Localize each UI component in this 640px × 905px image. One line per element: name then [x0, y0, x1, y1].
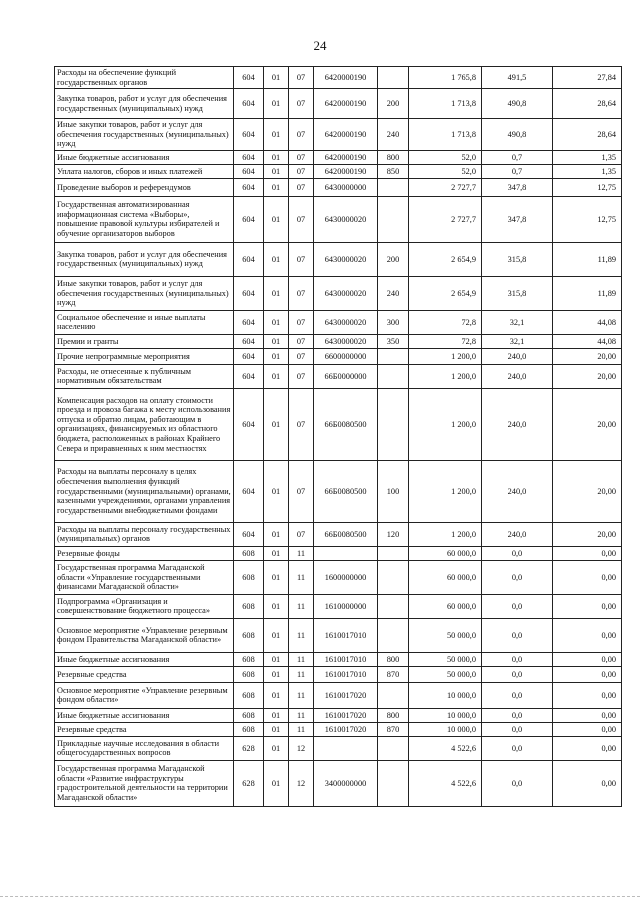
subsection-code-cell: 07 — [289, 119, 314, 151]
approved-amount-cell: 52,0 — [409, 164, 482, 178]
target-article-code-cell: 66Б0000000 — [314, 364, 378, 388]
target-article-code-cell: 6420000190 — [314, 119, 378, 151]
ministry-code-cell: 604 — [234, 388, 264, 460]
expense-type-code-cell: 800 — [378, 150, 409, 164]
ministry-code-cell: 604 — [234, 242, 264, 276]
approved-amount-cell: 52,0 — [409, 150, 482, 164]
row-name-cell: Иные закупки товаров, работ и услуг для обеспечения государственных (муниципальных) нужд — [55, 119, 234, 151]
section-code-cell: 01 — [264, 594, 289, 618]
expense-type-code-cell: 850 — [378, 164, 409, 178]
ministry-code-cell: 608 — [234, 618, 264, 652]
target-article-code-cell: 66Б0080500 — [314, 460, 378, 522]
expense-type-code-cell — [378, 67, 409, 89]
ministry-code-cell: 604 — [234, 310, 264, 334]
approved-amount-cell: 1 200,0 — [409, 388, 482, 460]
target-article-code-cell: 66Б0080500 — [314, 388, 378, 460]
subsection-code-cell: 11 — [289, 708, 314, 722]
row-name-cell: Резервные средства — [55, 666, 234, 682]
section-code-cell: 01 — [264, 196, 289, 242]
subsection-code-cell: 07 — [289, 89, 314, 119]
section-code-cell: 01 — [264, 522, 289, 546]
approved-amount-cell: 10 000,0 — [409, 708, 482, 722]
approved-amount-cell: 4 522,6 — [409, 736, 482, 760]
target-article-code-cell: 6430000020 — [314, 276, 378, 310]
row-name-cell: Проведение выборов и референдумов — [55, 178, 234, 196]
row-name-cell: Резервные фонды — [55, 546, 234, 560]
execution-percent-cell: 12,75 — [553, 196, 622, 242]
approved-amount-cell: 2 654,9 — [409, 276, 482, 310]
executed-amount-cell: 0,0 — [482, 652, 553, 666]
row-name-cell: Социальное обеспечение и иные выплаты населению — [55, 310, 234, 334]
ministry-code-cell: 608 — [234, 708, 264, 722]
row-name-cell: Подпрограмма «Организация и совершенствование бюджетного процесса» — [55, 594, 234, 618]
execution-percent-cell: 20,00 — [553, 522, 622, 546]
execution-percent-cell: 0,00 — [553, 736, 622, 760]
subsection-code-cell: 11 — [289, 560, 314, 594]
ministry-code-cell: 604 — [234, 67, 264, 89]
expense-type-code-cell: 800 — [378, 708, 409, 722]
target-article-code-cell: 1610017010 — [314, 666, 378, 682]
subsection-code-cell: 07 — [289, 388, 314, 460]
expense-type-code-cell: 120 — [378, 522, 409, 546]
approved-amount-cell: 72,8 — [409, 334, 482, 348]
execution-percent-cell: 0,00 — [553, 546, 622, 560]
page-bottom-rule — [0, 896, 640, 898]
ministry-code-cell: 604 — [234, 460, 264, 522]
table-row — [55, 242, 622, 276]
execution-percent-cell: 27,84 — [553, 67, 622, 89]
ministry-code-cell: 604 — [234, 196, 264, 242]
ministry-code-cell: 604 — [234, 89, 264, 119]
row-name-cell: Расходы на выплаты персоналу государственных (муниципальных) органов — [55, 522, 234, 546]
approved-amount-cell: 50 000,0 — [409, 666, 482, 682]
row-name-cell: Иные закупки товаров, работ и услуг для обеспечения государственных (муниципальных) нужд — [55, 276, 234, 310]
target-article-code-cell: 6420000190 — [314, 67, 378, 89]
expense-type-code-cell — [378, 618, 409, 652]
table-row — [55, 178, 622, 196]
table-row — [55, 760, 622, 806]
approved-amount-cell: 10 000,0 — [409, 722, 482, 736]
approved-amount-cell: 1 200,0 — [409, 348, 482, 364]
target-article-code-cell — [314, 546, 378, 560]
target-article-code-cell: 6430000020 — [314, 310, 378, 334]
table-row — [55, 119, 622, 151]
approved-amount-cell: 1 200,0 — [409, 364, 482, 388]
target-article-code-cell: 66Б0080500 — [314, 522, 378, 546]
table-row — [55, 364, 622, 388]
executed-amount-cell: 0,0 — [482, 618, 553, 652]
target-article-code-cell: 6430000020 — [314, 242, 378, 276]
row-name-cell: Компенсация расходов на оплату стоимости проезда и провоза багажа к месту использования отпуска и обратно лицам, работающим в организациях, финансируемых из областного бюджета, расположенных в районах Крайнего Севера и приравненных к ним местностях — [55, 388, 234, 460]
executed-amount-cell: 0,0 — [482, 560, 553, 594]
subsection-code-cell: 12 — [289, 736, 314, 760]
expense-type-code-cell — [378, 546, 409, 560]
expense-type-code-cell: 300 — [378, 310, 409, 334]
expense-type-code-cell — [378, 388, 409, 460]
subsection-code-cell: 11 — [289, 618, 314, 652]
execution-percent-cell: 28,64 — [553, 119, 622, 151]
expense-type-code-cell — [378, 196, 409, 242]
table-row — [55, 89, 622, 119]
table-row — [55, 334, 622, 348]
expense-type-code-cell: 240 — [378, 276, 409, 310]
execution-percent-cell: 12,75 — [553, 178, 622, 196]
table-row — [55, 460, 622, 522]
execution-percent-cell: 0,00 — [553, 652, 622, 666]
executed-amount-cell: 240,0 — [482, 348, 553, 364]
section-code-cell: 01 — [264, 546, 289, 560]
ministry-code-cell: 604 — [234, 276, 264, 310]
target-article-code-cell: 1610017020 — [314, 722, 378, 736]
execution-percent-cell: 0,00 — [553, 760, 622, 806]
expense-type-code-cell — [378, 682, 409, 708]
section-code-cell: 01 — [264, 164, 289, 178]
subsection-code-cell: 11 — [289, 666, 314, 682]
subsection-code-cell: 07 — [289, 164, 314, 178]
expense-type-code-cell — [378, 736, 409, 760]
budget-table — [54, 66, 622, 807]
row-name-cell: Прочие непрограммные мероприятия — [55, 348, 234, 364]
row-name-cell: Премии и гранты — [55, 334, 234, 348]
expense-type-code-cell: 240 — [378, 119, 409, 151]
target-article-code-cell: 6420000190 — [314, 89, 378, 119]
table-row — [55, 560, 622, 594]
expense-type-code-cell — [378, 560, 409, 594]
approved-amount-cell: 60 000,0 — [409, 546, 482, 560]
approved-amount-cell: 4 522,6 — [409, 760, 482, 806]
approved-amount-cell: 1 200,0 — [409, 460, 482, 522]
table-body — [55, 67, 622, 807]
subsection-code-cell: 11 — [289, 722, 314, 736]
execution-percent-cell: 1,35 — [553, 150, 622, 164]
subsection-code-cell: 11 — [289, 652, 314, 666]
table-row — [55, 164, 622, 178]
row-name-cell: Расходы на выплаты персоналу в целях обеспечения выполнения функций государственными (муниципальными) органами, казенными учреждениями, органами управления государственными внебюджетными фондами — [55, 460, 234, 522]
section-code-cell: 01 — [264, 119, 289, 151]
expense-type-code-cell: 800 — [378, 652, 409, 666]
row-name-cell: Основное мероприятие «Управление резервным фондом Правительства Магаданской области» — [55, 618, 234, 652]
section-code-cell: 01 — [264, 388, 289, 460]
subsection-code-cell: 07 — [289, 67, 314, 89]
section-code-cell: 01 — [264, 618, 289, 652]
row-name-cell: Основное мероприятие «Управление резервным фондом области» — [55, 682, 234, 708]
approved-amount-cell: 60 000,0 — [409, 560, 482, 594]
executed-amount-cell: 491,5 — [482, 67, 553, 89]
section-code-cell: 01 — [264, 682, 289, 708]
subsection-code-cell: 07 — [289, 334, 314, 348]
execution-percent-cell: 44,08 — [553, 310, 622, 334]
ministry-code-cell: 628 — [234, 736, 264, 760]
execution-percent-cell: 0,00 — [553, 594, 622, 618]
row-name-cell: Расходы, не отнесенные к публичным нормативным обязательствам — [55, 364, 234, 388]
executed-amount-cell: 0,7 — [482, 150, 553, 164]
subsection-code-cell: 07 — [289, 364, 314, 388]
section-code-cell: 01 — [264, 242, 289, 276]
ministry-code-cell: 604 — [234, 364, 264, 388]
ministry-code-cell: 608 — [234, 546, 264, 560]
target-article-code-cell: 1600000000 — [314, 560, 378, 594]
execution-percent-cell: 11,89 — [553, 242, 622, 276]
executed-amount-cell: 240,0 — [482, 522, 553, 546]
table-row — [55, 388, 622, 460]
expense-type-code-cell: 200 — [378, 242, 409, 276]
ministry-code-cell: 604 — [234, 119, 264, 151]
executed-amount-cell: 0,0 — [482, 722, 553, 736]
table-row — [55, 310, 622, 334]
ministry-code-cell: 604 — [234, 522, 264, 546]
target-article-code-cell: 6420000190 — [314, 164, 378, 178]
expense-type-code-cell: 870 — [378, 666, 409, 682]
executed-amount-cell: 0,0 — [482, 682, 553, 708]
subsection-code-cell: 07 — [289, 348, 314, 364]
subsection-code-cell: 07 — [289, 276, 314, 310]
row-name-cell: Расходы на обеспечение функций государственных органов — [55, 67, 234, 89]
approved-amount-cell: 2 727,7 — [409, 178, 482, 196]
ministry-code-cell: 608 — [234, 560, 264, 594]
row-name-cell: Иные бюджетные ассигнования — [55, 652, 234, 666]
ministry-code-cell: 608 — [234, 652, 264, 666]
section-code-cell: 01 — [264, 760, 289, 806]
executed-amount-cell: 347,8 — [482, 196, 553, 242]
table-row — [55, 618, 622, 652]
execution-percent-cell: 0,00 — [553, 560, 622, 594]
subsection-code-cell: 07 — [289, 196, 314, 242]
row-name-cell: Государственная программа Магаданской области «Управление государственными финансами Магаданской области» — [55, 560, 234, 594]
section-code-cell: 01 — [264, 150, 289, 164]
approved-amount-cell: 60 000,0 — [409, 594, 482, 618]
section-code-cell: 01 — [264, 652, 289, 666]
subsection-code-cell: 07 — [289, 522, 314, 546]
section-code-cell: 01 — [264, 89, 289, 119]
section-code-cell: 01 — [264, 67, 289, 89]
table-row — [55, 594, 622, 618]
executed-amount-cell: 240,0 — [482, 388, 553, 460]
ministry-code-cell: 608 — [234, 594, 264, 618]
execution-percent-cell: 0,00 — [553, 666, 622, 682]
row-name-cell: Закупка товаров, работ и услуг для обеспечения государственных (муниципальных) нужд — [55, 242, 234, 276]
section-code-cell: 01 — [264, 722, 289, 736]
execution-percent-cell: 20,00 — [553, 348, 622, 364]
table-row — [55, 666, 622, 682]
executed-amount-cell: 240,0 — [482, 364, 553, 388]
executed-amount-cell: 240,0 — [482, 460, 553, 522]
target-article-code-cell: 6420000190 — [314, 150, 378, 164]
executed-amount-cell: 32,1 — [482, 310, 553, 334]
approved-amount-cell: 2 727,7 — [409, 196, 482, 242]
target-article-code-cell — [314, 736, 378, 760]
section-code-cell: 01 — [264, 310, 289, 334]
table-row — [55, 348, 622, 364]
executed-amount-cell: 32,1 — [482, 334, 553, 348]
approved-amount-cell: 50 000,0 — [409, 652, 482, 666]
target-article-code-cell: 1610000000 — [314, 594, 378, 618]
page-number: 24 — [313, 38, 327, 53]
ministry-code-cell: 608 — [234, 666, 264, 682]
table-row — [55, 196, 622, 242]
row-name-cell: Закупка товаров, работ и услуг для обеспечения государственных (муниципальных) нужд — [55, 89, 234, 119]
executed-amount-cell: 315,8 — [482, 276, 553, 310]
execution-percent-cell: 0,00 — [553, 682, 622, 708]
expense-type-code-cell: 870 — [378, 722, 409, 736]
expense-type-code-cell: 350 — [378, 334, 409, 348]
expense-type-code-cell — [378, 364, 409, 388]
approved-amount-cell: 72,8 — [409, 310, 482, 334]
execution-percent-cell: 11,89 — [553, 276, 622, 310]
table-row — [55, 736, 622, 760]
approved-amount-cell: 1 765,8 — [409, 67, 482, 89]
expense-type-code-cell: 100 — [378, 460, 409, 522]
approved-amount-cell: 2 654,9 — [409, 242, 482, 276]
row-name-cell: Резервные средства — [55, 722, 234, 736]
table-row — [55, 522, 622, 546]
subsection-code-cell: 12 — [289, 760, 314, 806]
section-code-cell: 01 — [264, 736, 289, 760]
target-article-code-cell: 1610017020 — [314, 708, 378, 722]
target-article-code-cell: 6430000000 — [314, 178, 378, 196]
table-row — [55, 682, 622, 708]
table-row — [55, 150, 622, 164]
section-code-cell: 01 — [264, 364, 289, 388]
execution-percent-cell: 0,00 — [553, 708, 622, 722]
execution-percent-cell: 20,00 — [553, 460, 622, 522]
approved-amount-cell: 10 000,0 — [409, 682, 482, 708]
expense-type-code-cell: 200 — [378, 89, 409, 119]
execution-percent-cell: 28,64 — [553, 89, 622, 119]
row-name-cell: Иные бюджетные ассигнования — [55, 708, 234, 722]
ministry-code-cell: 604 — [234, 150, 264, 164]
expense-type-code-cell — [378, 178, 409, 196]
executed-amount-cell: 490,8 — [482, 119, 553, 151]
target-article-code-cell: 1610017010 — [314, 652, 378, 666]
executed-amount-cell: 0,7 — [482, 164, 553, 178]
executed-amount-cell: 315,8 — [482, 242, 553, 276]
target-article-code-cell: 1610017020 — [314, 682, 378, 708]
ministry-code-cell: 604 — [234, 164, 264, 178]
row-name-cell: Прикладные научные исследования в области общегосударственных вопросов — [55, 736, 234, 760]
ministry-code-cell: 604 — [234, 178, 264, 196]
subsection-code-cell: 07 — [289, 310, 314, 334]
execution-percent-cell: 0,00 — [553, 722, 622, 736]
section-code-cell: 01 — [264, 460, 289, 522]
subsection-code-cell: 07 — [289, 178, 314, 196]
executed-amount-cell: 0,0 — [482, 546, 553, 560]
row-name-cell: Государственная автоматизированная информационная система «Выборы», повышение правовой культуры избирателей и обучение организаторов выборов — [55, 196, 234, 242]
subsection-code-cell: 11 — [289, 682, 314, 708]
execution-percent-cell: 20,00 — [553, 388, 622, 460]
executed-amount-cell: 490,8 — [482, 89, 553, 119]
table-row — [55, 546, 622, 560]
section-code-cell: 01 — [264, 276, 289, 310]
executed-amount-cell: 0,0 — [482, 708, 553, 722]
target-article-code-cell: 1610017010 — [314, 618, 378, 652]
section-code-cell: 01 — [264, 708, 289, 722]
table-row — [55, 722, 622, 736]
execution-percent-cell: 1,35 — [553, 164, 622, 178]
ministry-code-cell: 628 — [234, 760, 264, 806]
row-name-cell: Государственная программа Магаданской области «Развитие инфраструктуры градостроительной деятельности на территории Магаданской области» — [55, 760, 234, 806]
expense-type-code-cell — [378, 348, 409, 364]
executed-amount-cell: 0,0 — [482, 736, 553, 760]
table-row — [55, 652, 622, 666]
approved-amount-cell: 50 000,0 — [409, 618, 482, 652]
approved-amount-cell: 1 713,8 — [409, 89, 482, 119]
section-code-cell: 01 — [264, 348, 289, 364]
row-name-cell: Уплата налогов, сборов и иных платежей — [55, 164, 234, 178]
subsection-code-cell: 07 — [289, 460, 314, 522]
executed-amount-cell: 0,0 — [482, 594, 553, 618]
table-row — [55, 276, 622, 310]
ministry-code-cell: 604 — [234, 334, 264, 348]
subsection-code-cell: 11 — [289, 594, 314, 618]
section-code-cell: 01 — [264, 178, 289, 196]
executed-amount-cell: 0,0 — [482, 760, 553, 806]
expense-type-code-cell — [378, 594, 409, 618]
section-code-cell: 01 — [264, 560, 289, 594]
executed-amount-cell: 347,8 — [482, 178, 553, 196]
row-name-cell: Иные бюджетные ассигнования — [55, 150, 234, 164]
approved-amount-cell: 1 200,0 — [409, 522, 482, 546]
section-code-cell: 01 — [264, 666, 289, 682]
target-article-code-cell: 6430000020 — [314, 334, 378, 348]
approved-amount-cell: 1 713,8 — [409, 119, 482, 151]
target-article-code-cell: 3400000000 — [314, 760, 378, 806]
subsection-code-cell: 11 — [289, 546, 314, 560]
section-code-cell: 01 — [264, 334, 289, 348]
subsection-code-cell: 07 — [289, 150, 314, 164]
executed-amount-cell: 0,0 — [482, 666, 553, 682]
subsection-code-cell: 07 — [289, 242, 314, 276]
ministry-code-cell: 604 — [234, 348, 264, 364]
ministry-code-cell: 608 — [234, 722, 264, 736]
table-row — [55, 708, 622, 722]
execution-percent-cell: 44,08 — [553, 334, 622, 348]
execution-percent-cell: 0,00 — [553, 618, 622, 652]
table-row — [55, 67, 622, 89]
expense-type-code-cell — [378, 760, 409, 806]
execution-percent-cell: 20,00 — [553, 364, 622, 388]
target-article-code-cell: 6430000020 — [314, 196, 378, 242]
ministry-code-cell: 608 — [234, 682, 264, 708]
target-article-code-cell: 6600000000 — [314, 348, 378, 364]
